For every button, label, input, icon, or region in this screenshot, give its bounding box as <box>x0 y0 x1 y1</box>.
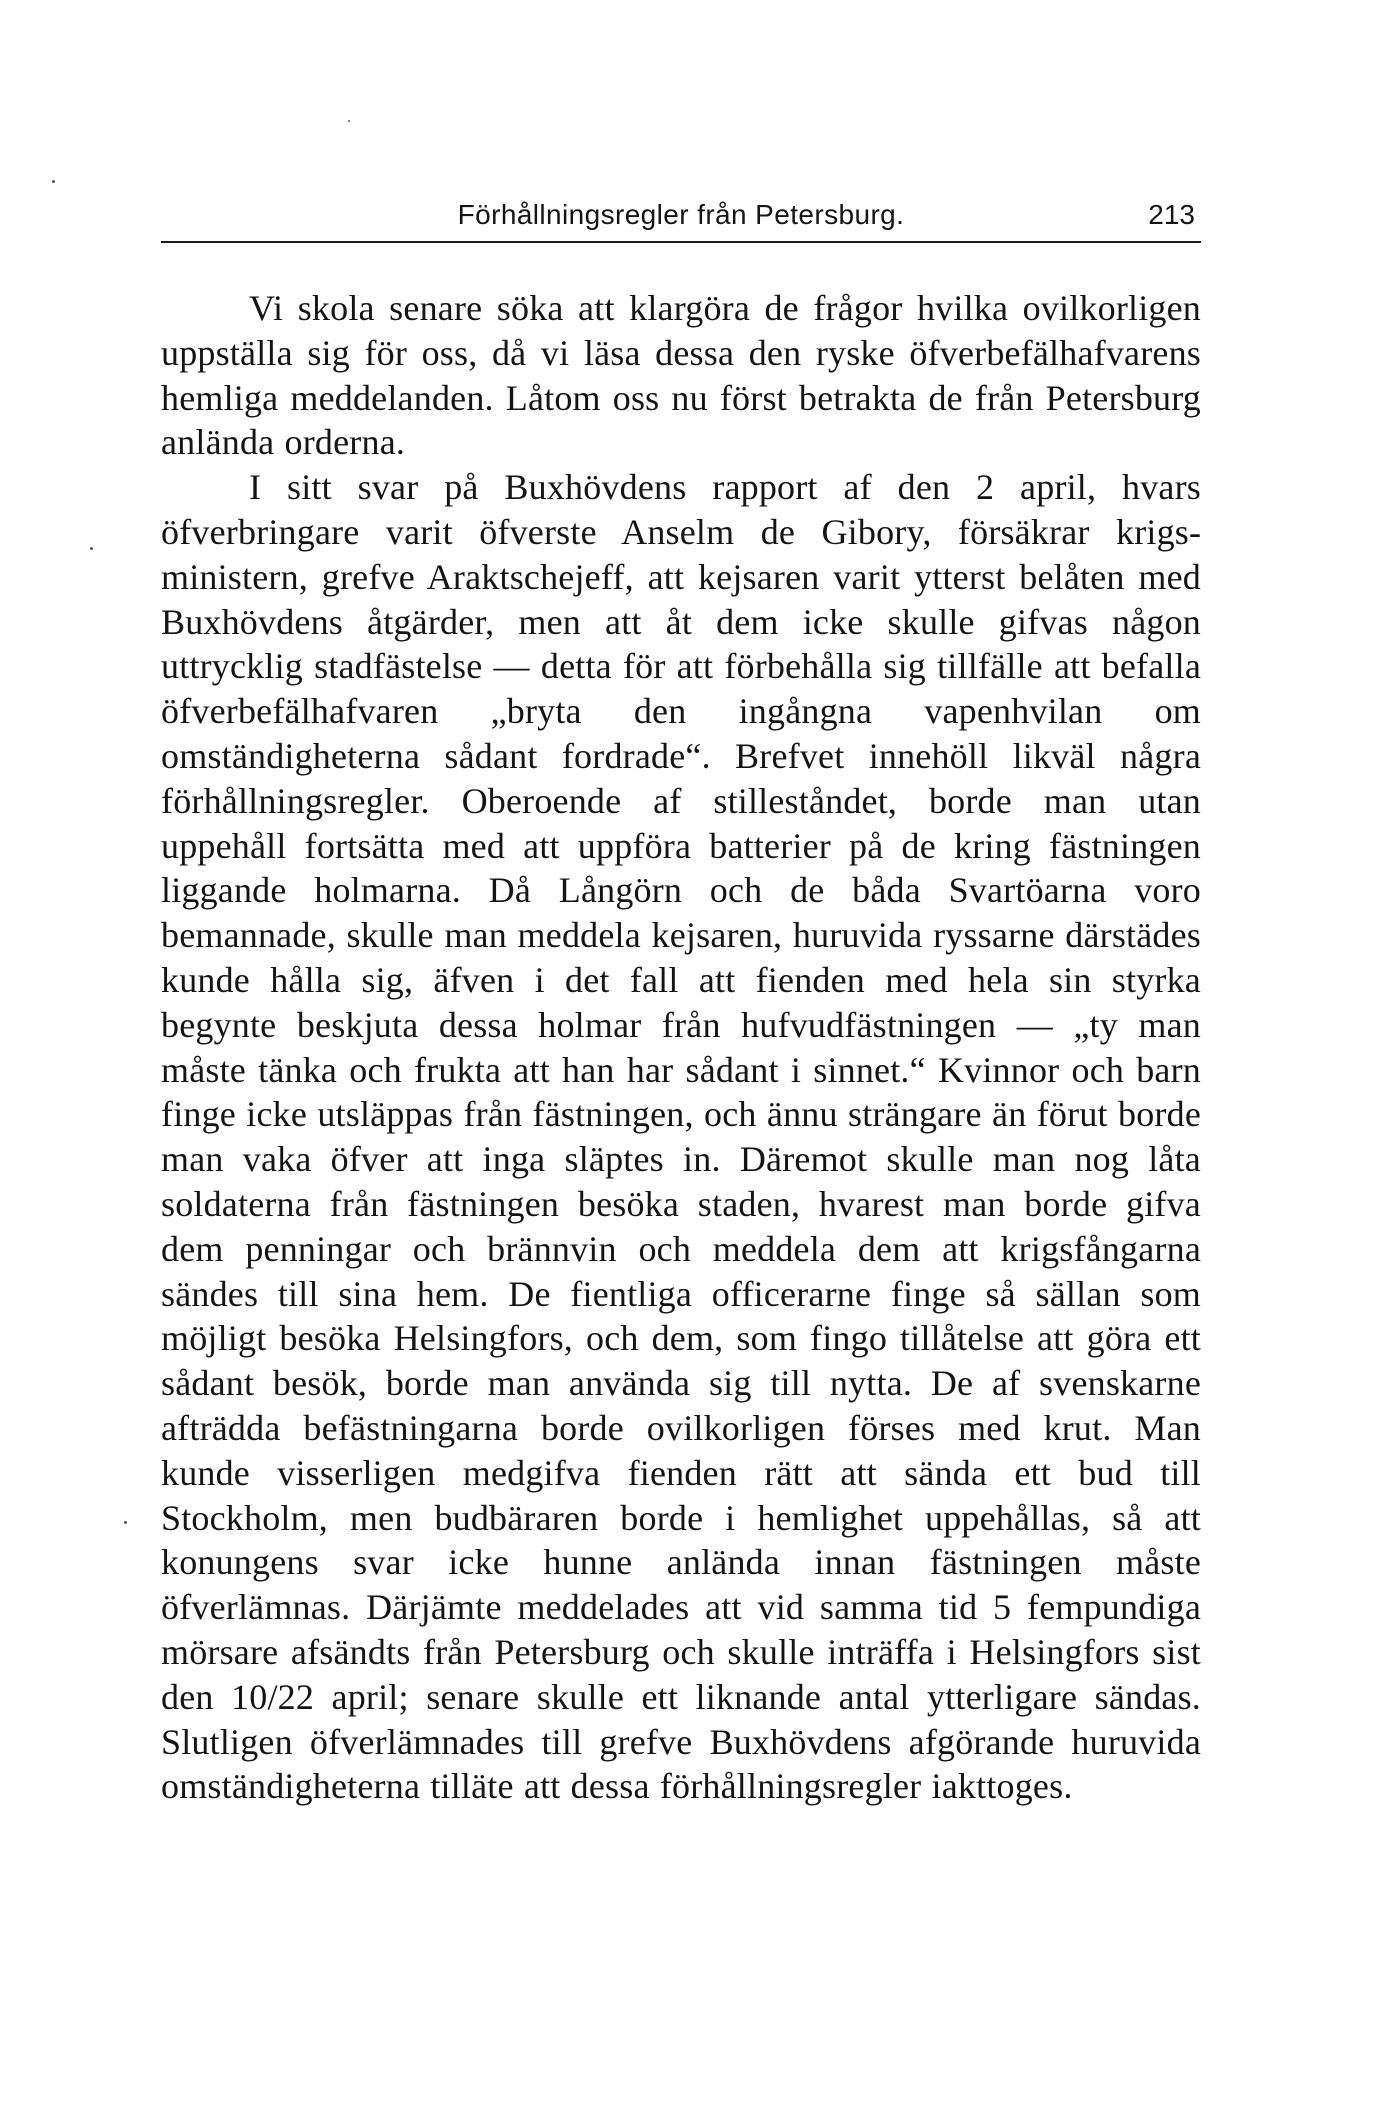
paragraph-intro: Vi skola senare söka att klargöra de frågor hvilka ovilkorligen uppställa sig för oss, då vi läsa dessa den ryske öfverbefälhafvarens hemliga meddelanden. Låtom oss nu först betrakta de från Petersburg anlända orderna. <box>161 288 1201 463</box>
header-rule <box>161 241 1201 243</box>
running-head <box>161 195 1201 245</box>
page-number: 213 <box>1148 199 1195 230</box>
running-title: Förhållningsregler från Petersburg. <box>457 199 905 230</box>
paragraph-main: I sitt svar på Buxhövdens rapport af den 2 april, hvars öfverbringare varit öfverste Anselm de Gibory, försäkrar krigsministern, grefve Araktschejeff, att kejsaren varit ytterst belåten med Buxhövdens åtgärder, men att åt dem icke skulle gifvas någon uttrycklig stadfästelse — detta för att förbehålla sig tillfälle att befalla öfverbefälhafvaren „bryta den ingångna vapenhvilan om omständigheterna sådant fordrade“. Brefvet innehöll likväl några förhållningsregler. Oberoende af stilleståndet, borde man utan uppehåll fortsätta med att uppföra batterier på de kring fästningen liggande holmarna. Då Långörn och de båda Svartöarna voro bemannade, skulle man meddela kejsaren, huruvida ryssarne därstädes kunde hålla sig, äfven i det fall att fienden med hela sin styrka begynte beskjuta dessa holmar från hufvudfästningen — „ty man måste tänka och frukta att han har sådant i sinnet.“ Kvinnor och barn finge icke utsläppas från fästningen, och ännu strängare än förut borde man vaka öfver att inga släptes in. Däremot skulle man nog låta soldaterna från fästningen besöka staden, hvarest man borde gifva dem penningar och brännvin och meddela dem att krigsfångarna sändes till sina hem. De fientliga officerarne finge så sällan som möjligt besöka Helsingfors, och dem, som fingo tillåtelse att göra ett sådant besök, borde man använda sig till nytta. De af svenskarne afträdda befästningarna borde ovilkorligen förses med krut. Man kunde visserligen medgifva fienden rätt att sända ett bud till Stockholm, men budbäraren borde i hemlighet uppehållas, så att konungens svar icke hunne anlända innan fästningen måste öfverlämnas. Därjämte meddelades att vid samma tid 5 fempundiga mörsare afsändts från Petersburg och skulle inträffa i Helsingfors sist den 10/22 april; senare skulle ett liknande antal ytterligare sändas. Slutligen öfverlämnades till grefve Buxhövdens afgörande huruvida omständigheterna tilläte att dessa förhållningsregler iakttoges. <box>161 467 1201 1807</box>
body-text <box>161 286 1201 1809</box>
